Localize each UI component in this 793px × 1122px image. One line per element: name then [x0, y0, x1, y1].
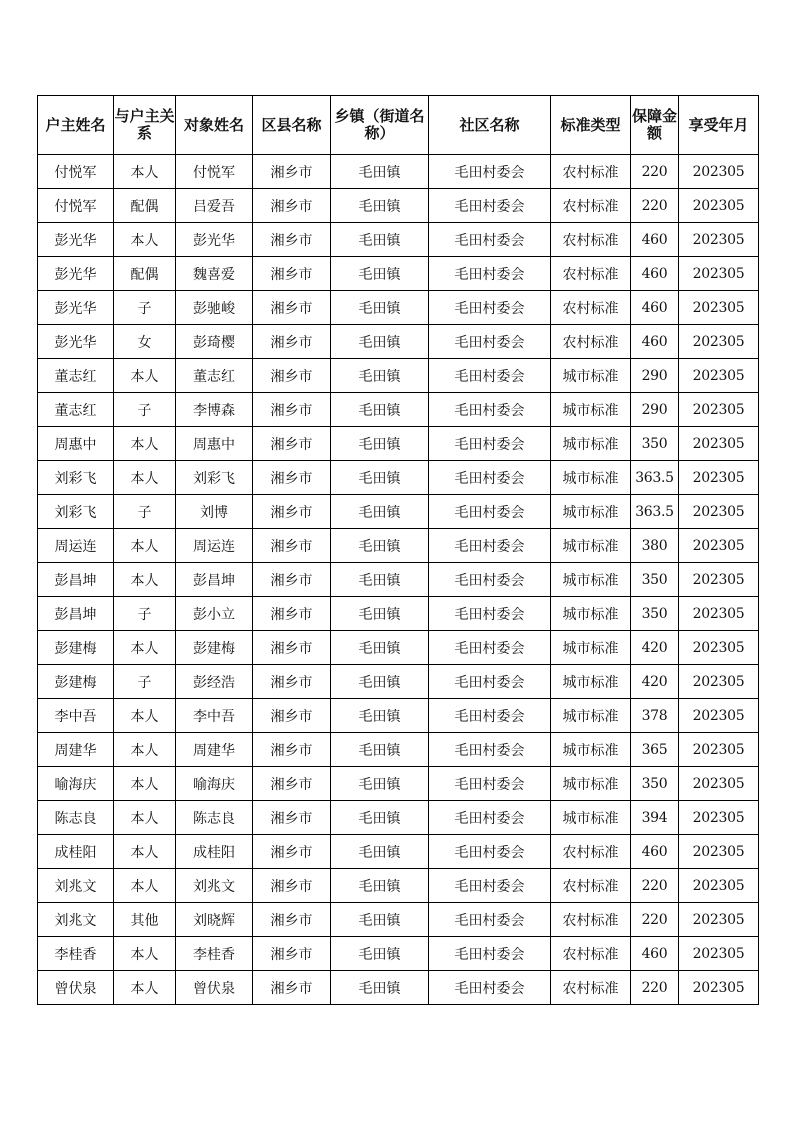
township-cell: 毛田镇 [331, 767, 429, 801]
recipient-name-cell: 刘晓辉 [176, 903, 253, 937]
table-row [38, 869, 759, 903]
community-cell: 毛田村委会 [429, 835, 551, 869]
county-cell: 湘乡市 [253, 767, 331, 801]
householder-name-cell: 刘兆文 [38, 869, 114, 903]
amount-cell: 220 [631, 903, 679, 937]
county-cell: 湘乡市 [253, 223, 331, 257]
table-row [38, 155, 759, 189]
standard-type-cell: 城市标准 [551, 631, 631, 665]
month-cell: 202305 [679, 699, 759, 733]
township-cell: 毛田镇 [331, 393, 429, 427]
community-cell: 毛田村委会 [429, 971, 551, 1005]
householder-name-cell: 彭光华 [38, 257, 114, 291]
standard-type-cell: 城市标准 [551, 733, 631, 767]
relationship-cell: 本人 [114, 699, 176, 733]
county-cell: 湘乡市 [253, 801, 331, 835]
table-row [38, 563, 759, 597]
recipient-name-cell: 彭琦樱 [176, 325, 253, 359]
relationship-cell: 本人 [114, 359, 176, 393]
standard-type-cell: 城市标准 [551, 665, 631, 699]
month-cell: 202305 [679, 461, 759, 495]
relationship-cell: 子 [114, 291, 176, 325]
community-cell: 毛田村委会 [429, 291, 551, 325]
relationship-cell: 子 [114, 665, 176, 699]
community-cell: 毛田村委会 [429, 325, 551, 359]
township-cell: 毛田镇 [331, 597, 429, 631]
standard-type-cell: 农村标准 [551, 869, 631, 903]
month-cell: 202305 [679, 223, 759, 257]
recipient-name-cell: 周惠中 [176, 427, 253, 461]
householder-name-cell: 彭建梅 [38, 665, 114, 699]
table-row [38, 325, 759, 359]
standard-type-cell: 城市标准 [551, 597, 631, 631]
relationship-cell: 女 [114, 325, 176, 359]
amount-cell: 460 [631, 937, 679, 971]
householder-name-cell: 周建华 [38, 733, 114, 767]
recipient-name-cell: 魏喜爱 [176, 257, 253, 291]
relationship-cell: 本人 [114, 427, 176, 461]
recipient-name-cell: 彭光华 [176, 223, 253, 257]
relationship-cell: 本人 [114, 733, 176, 767]
month-cell: 202305 [679, 665, 759, 699]
recipient-name-cell: 彭驰峻 [176, 291, 253, 325]
table-row [38, 291, 759, 325]
amount-cell: 420 [631, 631, 679, 665]
county-cell: 湘乡市 [253, 665, 331, 699]
header-township: 乡镇（街道名称） [331, 96, 429, 155]
householder-name-cell: 刘兆文 [38, 903, 114, 937]
table-row [38, 189, 759, 223]
standard-type-cell: 农村标准 [551, 257, 631, 291]
table-row [38, 359, 759, 393]
amount-cell: 350 [631, 597, 679, 631]
community-cell: 毛田村委会 [429, 529, 551, 563]
standard-type-cell: 农村标准 [551, 189, 631, 223]
month-cell: 202305 [679, 971, 759, 1005]
township-cell: 毛田镇 [331, 835, 429, 869]
county-cell: 湘乡市 [253, 393, 331, 427]
amount-cell: 460 [631, 325, 679, 359]
standard-type-cell: 农村标准 [551, 223, 631, 257]
standard-type-cell: 城市标准 [551, 359, 631, 393]
standard-type-cell: 城市标准 [551, 393, 631, 427]
community-cell: 毛田村委会 [429, 699, 551, 733]
relationship-cell: 本人 [114, 563, 176, 597]
recipient-name-cell: 李桂香 [176, 937, 253, 971]
community-cell: 毛田村委会 [429, 461, 551, 495]
county-cell: 湘乡市 [253, 155, 331, 189]
amount-cell: 350 [631, 427, 679, 461]
month-cell: 202305 [679, 325, 759, 359]
standard-type-cell: 城市标准 [551, 529, 631, 563]
amount-cell: 220 [631, 869, 679, 903]
month-cell: 202305 [679, 359, 759, 393]
month-cell: 202305 [679, 733, 759, 767]
township-cell: 毛田镇 [331, 801, 429, 835]
recipient-name-cell: 吕爱吾 [176, 189, 253, 223]
county-cell: 湘乡市 [253, 835, 331, 869]
amount-cell: 460 [631, 223, 679, 257]
month-cell: 202305 [679, 529, 759, 563]
table-row [38, 801, 759, 835]
table-row [38, 495, 759, 529]
township-cell: 毛田镇 [331, 427, 429, 461]
amount-cell: 350 [631, 767, 679, 801]
relationship-cell: 子 [114, 597, 176, 631]
recipient-name-cell: 付悦军 [176, 155, 253, 189]
amount-cell: 350 [631, 563, 679, 597]
table-row [38, 631, 759, 665]
relationship-cell: 本人 [114, 801, 176, 835]
header-recipient-name: 对象姓名 [176, 96, 253, 155]
community-cell: 毛田村委会 [429, 665, 551, 699]
amount-cell: 365 [631, 733, 679, 767]
township-cell: 毛田镇 [331, 495, 429, 529]
table-row [38, 597, 759, 631]
header-amount: 保障金额 [631, 96, 679, 155]
standard-type-cell: 农村标准 [551, 971, 631, 1005]
recipient-name-cell: 彭建梅 [176, 631, 253, 665]
month-cell: 202305 [679, 393, 759, 427]
householder-name-cell: 董志红 [38, 393, 114, 427]
recipient-name-cell: 李中吾 [176, 699, 253, 733]
county-cell: 湘乡市 [253, 903, 331, 937]
township-cell: 毛田镇 [331, 291, 429, 325]
community-cell: 毛田村委会 [429, 869, 551, 903]
amount-cell: 363.5 [631, 461, 679, 495]
amount-cell: 380 [631, 529, 679, 563]
relationship-cell: 本人 [114, 631, 176, 665]
amount-cell: 220 [631, 189, 679, 223]
householder-name-cell: 彭光华 [38, 325, 114, 359]
county-cell: 湘乡市 [253, 869, 331, 903]
month-cell: 202305 [679, 563, 759, 597]
county-cell: 湘乡市 [253, 597, 331, 631]
amount-cell: 363.5 [631, 495, 679, 529]
amount-cell: 378 [631, 699, 679, 733]
standard-type-cell: 农村标准 [551, 155, 631, 189]
standard-type-cell: 城市标准 [551, 427, 631, 461]
month-cell: 202305 [679, 869, 759, 903]
table-row [38, 393, 759, 427]
amount-cell: 460 [631, 835, 679, 869]
householder-name-cell: 彭昌坤 [38, 563, 114, 597]
relationship-cell: 子 [114, 495, 176, 529]
standard-type-cell: 城市标准 [551, 767, 631, 801]
community-cell: 毛田村委会 [429, 393, 551, 427]
header-county: 区县名称 [253, 96, 331, 155]
month-cell: 202305 [679, 937, 759, 971]
table-header-row [38, 96, 759, 155]
householder-name-cell: 曾伏泉 [38, 971, 114, 1005]
householder-name-cell: 周惠中 [38, 427, 114, 461]
householder-name-cell: 彭建梅 [38, 631, 114, 665]
community-cell: 毛田村委会 [429, 903, 551, 937]
householder-name-cell: 彭昌坤 [38, 597, 114, 631]
recipient-name-cell: 刘兆文 [176, 869, 253, 903]
month-cell: 202305 [679, 597, 759, 631]
recipient-name-cell: 李博森 [176, 393, 253, 427]
month-cell: 202305 [679, 155, 759, 189]
county-cell: 湘乡市 [253, 699, 331, 733]
community-cell: 毛田村委会 [429, 427, 551, 461]
recipient-name-cell: 董志红 [176, 359, 253, 393]
relationship-cell: 本人 [114, 937, 176, 971]
amount-cell: 290 [631, 359, 679, 393]
relationship-cell: 本人 [114, 529, 176, 563]
standard-type-cell: 农村标准 [551, 937, 631, 971]
table-row [38, 767, 759, 801]
month-cell: 202305 [679, 495, 759, 529]
table-row [38, 257, 759, 291]
standard-type-cell: 农村标准 [551, 291, 631, 325]
county-cell: 湘乡市 [253, 495, 331, 529]
community-cell: 毛田村委会 [429, 631, 551, 665]
householder-name-cell: 李中吾 [38, 699, 114, 733]
township-cell: 毛田镇 [331, 665, 429, 699]
relationship-cell: 本人 [114, 971, 176, 1005]
amount-cell: 220 [631, 971, 679, 1005]
recipient-name-cell: 刘彩飞 [176, 461, 253, 495]
community-cell: 毛田村委会 [429, 155, 551, 189]
header-standard-type: 标准类型 [551, 96, 631, 155]
householder-name-cell: 刘彩飞 [38, 461, 114, 495]
month-cell: 202305 [679, 631, 759, 665]
township-cell: 毛田镇 [331, 189, 429, 223]
month-cell: 202305 [679, 427, 759, 461]
amount-cell: 220 [631, 155, 679, 189]
month-cell: 202305 [679, 903, 759, 937]
amount-cell: 290 [631, 393, 679, 427]
householder-name-cell: 李桂香 [38, 937, 114, 971]
standard-type-cell: 城市标准 [551, 461, 631, 495]
community-cell: 毛田村委会 [429, 801, 551, 835]
month-cell: 202305 [679, 835, 759, 869]
amount-cell: 420 [631, 665, 679, 699]
recipient-name-cell: 彭经浩 [176, 665, 253, 699]
month-cell: 202305 [679, 189, 759, 223]
relationship-cell: 本人 [114, 461, 176, 495]
table-row [38, 665, 759, 699]
county-cell: 湘乡市 [253, 461, 331, 495]
table-row [38, 733, 759, 767]
county-cell: 湘乡市 [253, 563, 331, 597]
month-cell: 202305 [679, 257, 759, 291]
township-cell: 毛田镇 [331, 971, 429, 1005]
township-cell: 毛田镇 [331, 359, 429, 393]
township-cell: 毛田镇 [331, 631, 429, 665]
township-cell: 毛田镇 [331, 903, 429, 937]
header-relationship: 与户主关系 [114, 96, 176, 155]
amount-cell: 394 [631, 801, 679, 835]
householder-name-cell: 周运连 [38, 529, 114, 563]
community-cell: 毛田村委会 [429, 189, 551, 223]
township-cell: 毛田镇 [331, 257, 429, 291]
table-row [38, 903, 759, 937]
header-householder-name: 户主姓名 [38, 96, 114, 155]
recipient-name-cell: 彭小立 [176, 597, 253, 631]
county-cell: 湘乡市 [253, 529, 331, 563]
county-cell: 湘乡市 [253, 359, 331, 393]
county-cell: 湘乡市 [253, 971, 331, 1005]
standard-type-cell: 城市标准 [551, 699, 631, 733]
township-cell: 毛田镇 [331, 461, 429, 495]
community-cell: 毛田村委会 [429, 597, 551, 631]
community-cell: 毛田村委会 [429, 767, 551, 801]
recipient-name-cell: 喻海庆 [176, 767, 253, 801]
month-cell: 202305 [679, 767, 759, 801]
township-cell: 毛田镇 [331, 733, 429, 767]
township-cell: 毛田镇 [331, 937, 429, 971]
community-cell: 毛田村委会 [429, 495, 551, 529]
township-cell: 毛田镇 [331, 529, 429, 563]
householder-name-cell: 喻海庆 [38, 767, 114, 801]
relationship-cell: 本人 [114, 835, 176, 869]
standard-type-cell: 农村标准 [551, 325, 631, 359]
recipient-name-cell: 刘博 [176, 495, 253, 529]
month-cell: 202305 [679, 801, 759, 835]
county-cell: 湘乡市 [253, 257, 331, 291]
community-cell: 毛田村委会 [429, 733, 551, 767]
recipient-name-cell: 曾伏泉 [176, 971, 253, 1005]
community-cell: 毛田村委会 [429, 223, 551, 257]
community-cell: 毛田村委会 [429, 359, 551, 393]
relationship-cell: 本人 [114, 869, 176, 903]
relationship-cell: 本人 [114, 767, 176, 801]
table-row [38, 835, 759, 869]
recipient-name-cell: 陈志良 [176, 801, 253, 835]
recipient-name-cell: 彭昌坤 [176, 563, 253, 597]
table-row [38, 223, 759, 257]
householder-name-cell: 刘彩飞 [38, 495, 114, 529]
township-cell: 毛田镇 [331, 223, 429, 257]
table-row [38, 461, 759, 495]
householder-name-cell: 彭光华 [38, 291, 114, 325]
recipient-name-cell: 成桂阳 [176, 835, 253, 869]
township-cell: 毛田镇 [331, 563, 429, 597]
recipient-name-cell: 周建华 [176, 733, 253, 767]
table-row [38, 427, 759, 461]
relationship-cell: 配偶 [114, 257, 176, 291]
township-cell: 毛田镇 [331, 699, 429, 733]
relationship-cell: 本人 [114, 155, 176, 189]
community-cell: 毛田村委会 [429, 563, 551, 597]
householder-name-cell: 陈志良 [38, 801, 114, 835]
county-cell: 湘乡市 [253, 189, 331, 223]
householder-name-cell: 董志红 [38, 359, 114, 393]
standard-type-cell: 城市标准 [551, 801, 631, 835]
county-cell: 湘乡市 [253, 733, 331, 767]
recipient-name-cell: 周运连 [176, 529, 253, 563]
month-cell: 202305 [679, 291, 759, 325]
householder-name-cell: 成桂阳 [38, 835, 114, 869]
householder-name-cell: 付悦军 [38, 189, 114, 223]
amount-cell: 460 [631, 291, 679, 325]
table-row [38, 699, 759, 733]
township-cell: 毛田镇 [331, 155, 429, 189]
table-row [38, 937, 759, 971]
relationship-cell: 子 [114, 393, 176, 427]
standard-type-cell: 城市标准 [551, 563, 631, 597]
township-cell: 毛田镇 [331, 869, 429, 903]
standard-type-cell: 农村标准 [551, 835, 631, 869]
county-cell: 湘乡市 [253, 937, 331, 971]
header-month: 享受年月 [679, 96, 759, 155]
householder-name-cell: 彭光华 [38, 223, 114, 257]
relationship-cell: 本人 [114, 223, 176, 257]
county-cell: 湘乡市 [253, 631, 331, 665]
township-cell: 毛田镇 [331, 325, 429, 359]
amount-cell: 460 [631, 257, 679, 291]
table-row [38, 529, 759, 563]
standard-type-cell: 城市标准 [551, 495, 631, 529]
header-community: 社区名称 [429, 96, 551, 155]
community-cell: 毛田村委会 [429, 257, 551, 291]
householder-name-cell: 付悦军 [38, 155, 114, 189]
standard-type-cell: 农村标准 [551, 903, 631, 937]
relationship-cell: 其他 [114, 903, 176, 937]
county-cell: 湘乡市 [253, 427, 331, 461]
table-row [38, 971, 759, 1005]
community-cell: 毛田村委会 [429, 937, 551, 971]
county-cell: 湘乡市 [253, 325, 331, 359]
county-cell: 湘乡市 [253, 291, 331, 325]
assistance-roster-table [37, 95, 759, 1005]
relationship-cell: 配偶 [114, 189, 176, 223]
